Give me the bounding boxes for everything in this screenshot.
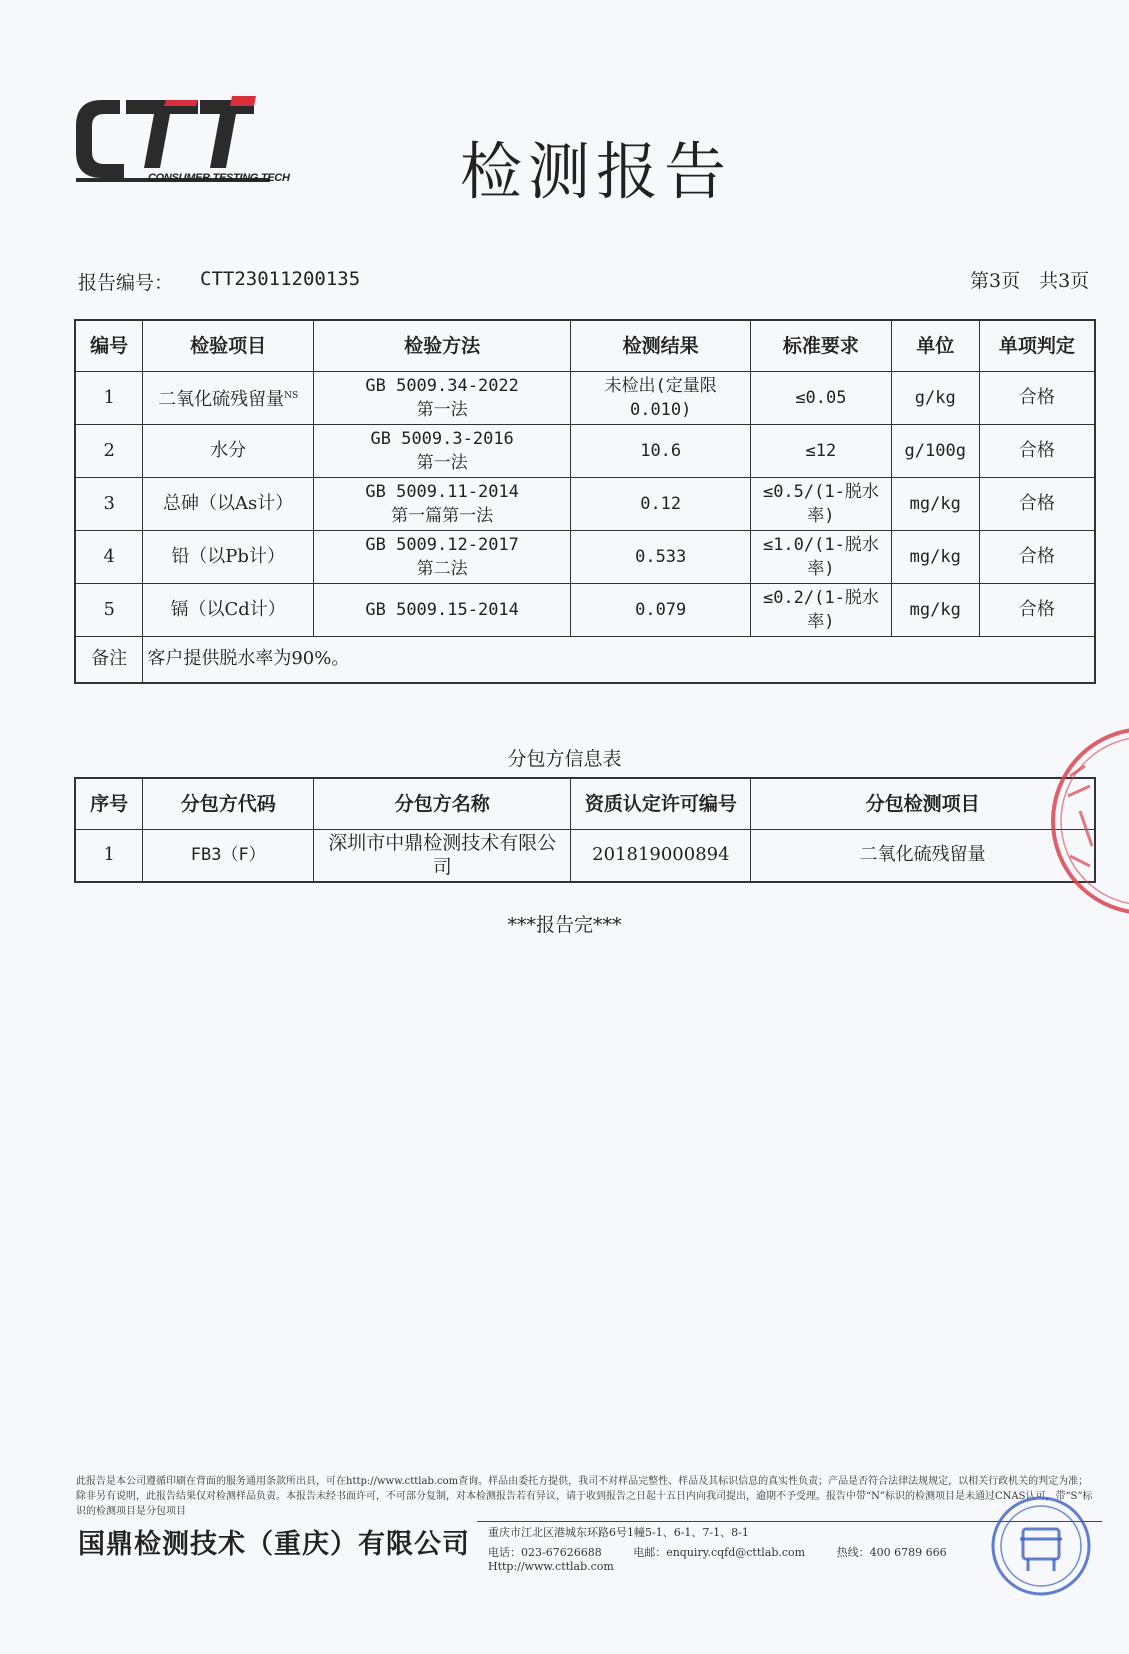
company-name: 国鼎检测技术（重庆）有限公司 <box>78 1529 470 1560</box>
col-header-no: 编号 <box>75 320 143 371</box>
email: 电邮：enquiry.cqfd@cttlab.com <box>633 1546 806 1559</box>
company-address: 重庆市江北区港城东环路6号1幢5-1、6-1、7-1、8-1 <box>488 1526 749 1539</box>
row-item: 水分 <box>143 424 314 477</box>
row-license: 201819000894 <box>571 829 751 882</box>
note-row <box>75 636 1095 683</box>
row-unit: mg/kg <box>891 583 979 636</box>
col-header-judgement: 单项判定 <box>979 320 1095 371</box>
row-item: 镉（以Cd计） <box>143 583 314 636</box>
row-judgement: 合格 <box>979 371 1095 424</box>
col-header-sub-item: 分包检测项目 <box>751 778 1095 829</box>
logo-subtitle: CONSUMER TESTING TECH <box>148 172 290 184</box>
subcontract-title: 分包方信息表 <box>507 748 622 770</box>
col-header-name: 分包方名称 <box>314 778 571 829</box>
hotline: 热线：400 6789 666 <box>836 1546 947 1559</box>
row-unit: g/kg <box>891 371 979 424</box>
table-row <box>75 829 1095 882</box>
row-item: 总砷（以As计） <box>143 477 314 530</box>
row-result: 未检出(定量限 0.010) <box>571 371 751 424</box>
row-no: 2 <box>75 424 143 477</box>
row-requirement: ≤0.2/(1-脱水 率) <box>751 583 892 636</box>
row-judgement: 合格 <box>979 477 1095 530</box>
row-no: 4 <box>75 530 143 583</box>
col-header-method: 检验方法 <box>313 320 570 371</box>
row-no: 3 <box>75 477 143 530</box>
col-header-requirement: 标准要求 <box>751 320 892 371</box>
row-no: 5 <box>75 583 143 636</box>
subcontract-table <box>74 777 1096 883</box>
table-row <box>75 530 1095 583</box>
report-title: 检测报告 <box>460 135 733 208</box>
row-name: 深圳市中鼎检测技术有限公 司 <box>314 829 571 882</box>
col-header-seq: 序号 <box>75 778 143 829</box>
row-requirement: ≤1.0/(1-脱水 率) <box>751 530 892 583</box>
row-requirement: ≤0.05 <box>751 371 892 424</box>
row-seq: 1 <box>75 829 143 882</box>
row-sub-item: 二氧化硫残留量 <box>751 829 1095 882</box>
table-row <box>75 477 1095 530</box>
disclaimer: 此报告是本公司遵循印刷在背面的服务通用条款所出具，可在http://www.cttlab.com查询。样品由委托方提供，我司不对样品完整性、样品及其标识信息的真实性负责；产品是否符合法律法规规定，以相关行政机关的判定为准；除非另有说明，此报告结果仅对检测样品负责。本报告未经书面许可，不可部分复制，对本检测报告若有异议，请于收到报告之日起十五日内向我司提出，逾期不予受理。报告中带“N”标识的检测项目是未通过CNAS认可，带“S”标识的检测项目是分包项目 <box>76 1476 1093 1517</box>
row-requirement: ≤12 <box>751 424 892 477</box>
row-method: GB 5009.11-2014 第一篇第一法 <box>313 477 570 530</box>
row-method: GB 5009.3-2016 第一法 <box>313 424 570 477</box>
table-row <box>75 424 1095 477</box>
row-item: 二氧化硫残留量$^{NS}$ <box>143 371 314 424</box>
row-code: FB3（F） <box>143 829 314 882</box>
col-header-license: 资质认定许可编号 <box>571 778 751 829</box>
col-header-unit: 单位 <box>891 320 979 371</box>
table-header-row <box>75 778 1095 829</box>
row-method: GB 5009.12-2017 第二法 <box>313 530 570 583</box>
row-no: 1 <box>75 371 143 424</box>
website-link[interactable]: Http://www.cttlab.com <box>488 1560 614 1573</box>
report-end: ***报告完*** <box>507 914 622 936</box>
page-info: 第3页 共3页 <box>970 270 1090 292</box>
report-number-label: 报告编号： <box>78 272 174 294</box>
row-unit: g/100g <box>891 424 979 477</box>
col-header-result: 检测结果 <box>571 320 751 371</box>
col-header-item: 检验项目 <box>143 320 314 371</box>
cnas-seal-blue <box>990 1495 1092 1597</box>
table-row <box>75 583 1095 636</box>
company-seal-red <box>1040 716 1129 926</box>
row-judgement: 合格 <box>979 583 1095 636</box>
row-item: 铅（以Pb计） <box>143 530 314 583</box>
table-header-row <box>75 320 1095 371</box>
row-result: 0.533 <box>571 530 751 583</box>
row-unit: mg/kg <box>891 477 979 530</box>
report-number: CTT23011200135 <box>200 268 361 290</box>
ns-mark: NS <box>284 390 299 401</box>
phone: 电话：023-67626688 <box>488 1546 602 1559</box>
col-header-code: 分包方代码 <box>143 778 314 829</box>
table-row <box>75 371 1095 424</box>
row-judgement: 合格 <box>979 424 1095 477</box>
row-result: 0.079 <box>571 583 751 636</box>
row-result: 10.6 <box>571 424 751 477</box>
row-method: GB 5009.34-2022 第一法 <box>313 371 570 424</box>
row-requirement: ≤0.5/(1-脱水 率) <box>751 477 892 530</box>
results-table <box>74 319 1096 684</box>
note-text: 客户提供脱水率为90%。 <box>143 636 1095 683</box>
row-unit: mg/kg <box>891 530 979 583</box>
note-label: 备注 <box>75 636 143 683</box>
row-method: GB 5009.15-2014 <box>313 583 570 636</box>
row-result: 0.12 <box>571 477 751 530</box>
row-judgement: 合格 <box>979 530 1095 583</box>
